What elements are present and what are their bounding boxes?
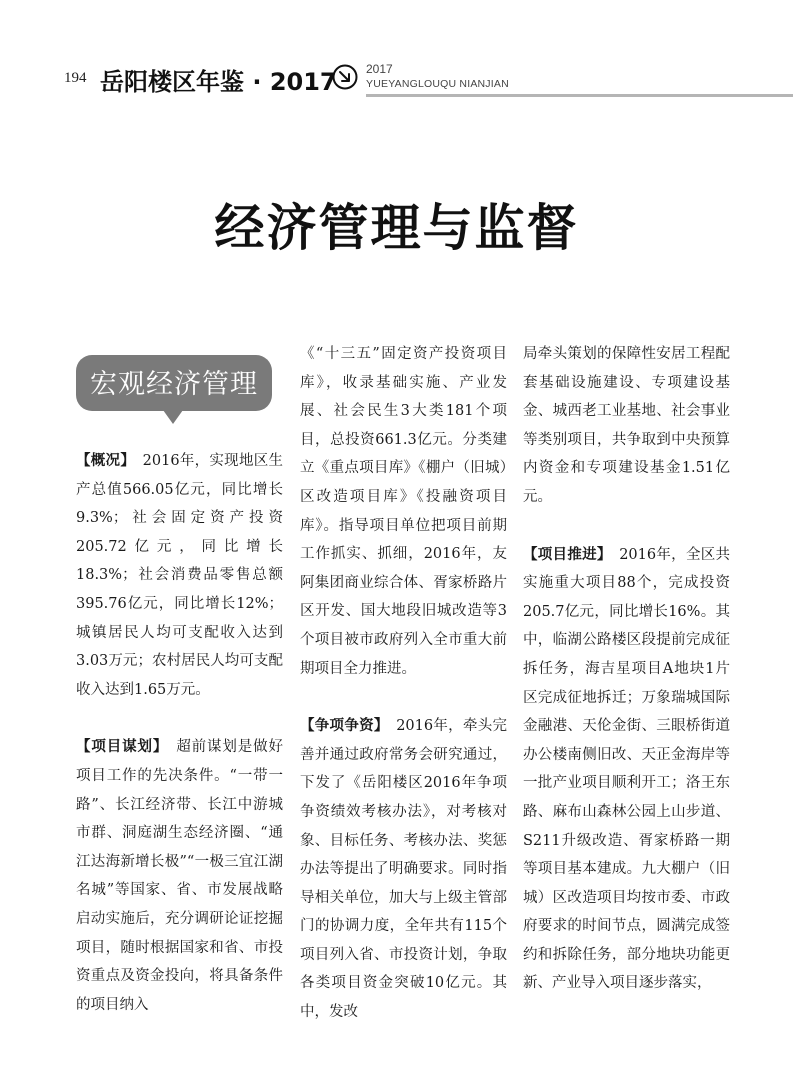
chapter-title: 经济管理与监督 <box>214 198 579 257</box>
section-title: 宏观经济管理 <box>90 369 258 400</box>
page-number: 194 <box>64 70 87 86</box>
column-middle <box>300 340 507 1027</box>
planning-text: 超前谋划是做好项目工作的先决条件。“一带一路”、长江经济带、长江中游城市群、洞庭湖生态经济圈、“通江达海新增长极”“一极三宜江湖名城”等国家、省、市发展战略启动实施后，充分调研论证挖掘项目，随时根据国家和省、市投资重点及资金投向，将具备条件的项目纳入 <box>76 739 284 1013</box>
header-year: 2017 <box>366 62 393 76</box>
header-pinyin: YUEYANGLOUQU NIANJIAN <box>366 78 509 90</box>
planning-label: 【项目谋划】 <box>76 739 161 756</box>
funding-text: 2016年，牵头完善并通过政府常务会研究通过，下发了《岳阳楼区2016年争项争资绩效考核办法》，对考核对象、目标任务、考核办法、奖惩办法等提出了明确要求。同时指导相关单位，加大与上级主管部门的协调力度，全年共有115个项目列入省、市投资计划，争取各类项目资金突破10亿元。其中，发改 <box>300 718 507 1021</box>
column-left <box>76 447 283 1019</box>
progress-text: 2016年，全区共实施重大项目88个，完成投资205.7亿元，同比增长16%。其中，临湖公路楼区段提前完成征拆任务，海吉星项目A地块1片区完成征地拆迁；万象瑞城国际金融港、天伦金街、三眼桥街道办公楼南侧旧改、天正金海岸等一批产业项目顺利开工；洛王东路、麻布山森林公园上山步道、S211升级改造、胥家桥路一期等项目基本建成。九大棚户（旧城）区改造项目均按市委、市政府要求的时间节点，圆满完成签约和拆除任务，部分地块功能更新、产业导入项目逐步落实， <box>523 546 730 992</box>
funding-label: 【争项争资】 <box>300 718 382 735</box>
overview-label: 【概况】 <box>76 453 128 469</box>
overview-text: 2016年，实现地区生产总值566.05亿元，同比增长9.3%；社会固定资产投资205.72亿元，同比增长18.3%；社会消费品零售总额395.76亿元，同比增长12%；城镇居民人均可支配收入达到3.03万元；农村居民人均可支配收入达到1.65万元。 <box>76 453 284 698</box>
header-rule <box>366 94 793 97</box>
paragraph-overview <box>76 447 283 704</box>
paragraph-funding-continued: 局牵头策划的保障性安居工程配套基础设施建设、专项建设基金、城西老工业基地、社会事业等类别项目，共争取到中央预算内资金和专项建设基金1.51亿元。 <box>523 346 730 505</box>
column-right <box>523 340 730 998</box>
paragraph-planning-continued: 《“十三五”固定资产投资项目库》，收录基础实施、产业发展、社会民生3大类181个项目，总投资661.3亿元。分类建立《重点项目库》《棚户（旧城）区改造项目库》《投融资项目库》。指导项目单位把项目前期工作抓实、抓细，2016年，友阿集团商业综合体、胥家桥路片区开发、国大地段旧城改造等3个项目被市政府列入全市重大前期项目全力推进。 <box>300 346 507 677</box>
running-header <box>64 58 793 94</box>
paragraph-progress <box>523 541 730 999</box>
paragraph-funding <box>300 712 507 1027</box>
section-badge-pointer <box>163 410 183 424</box>
circle-arrow-icon <box>332 64 358 90</box>
paragraph-planning <box>76 733 283 1019</box>
progress-label: 【项目推进】 <box>523 546 605 563</box>
book-title: 岳阳楼区年鉴 · 2017 <box>100 68 337 96</box>
